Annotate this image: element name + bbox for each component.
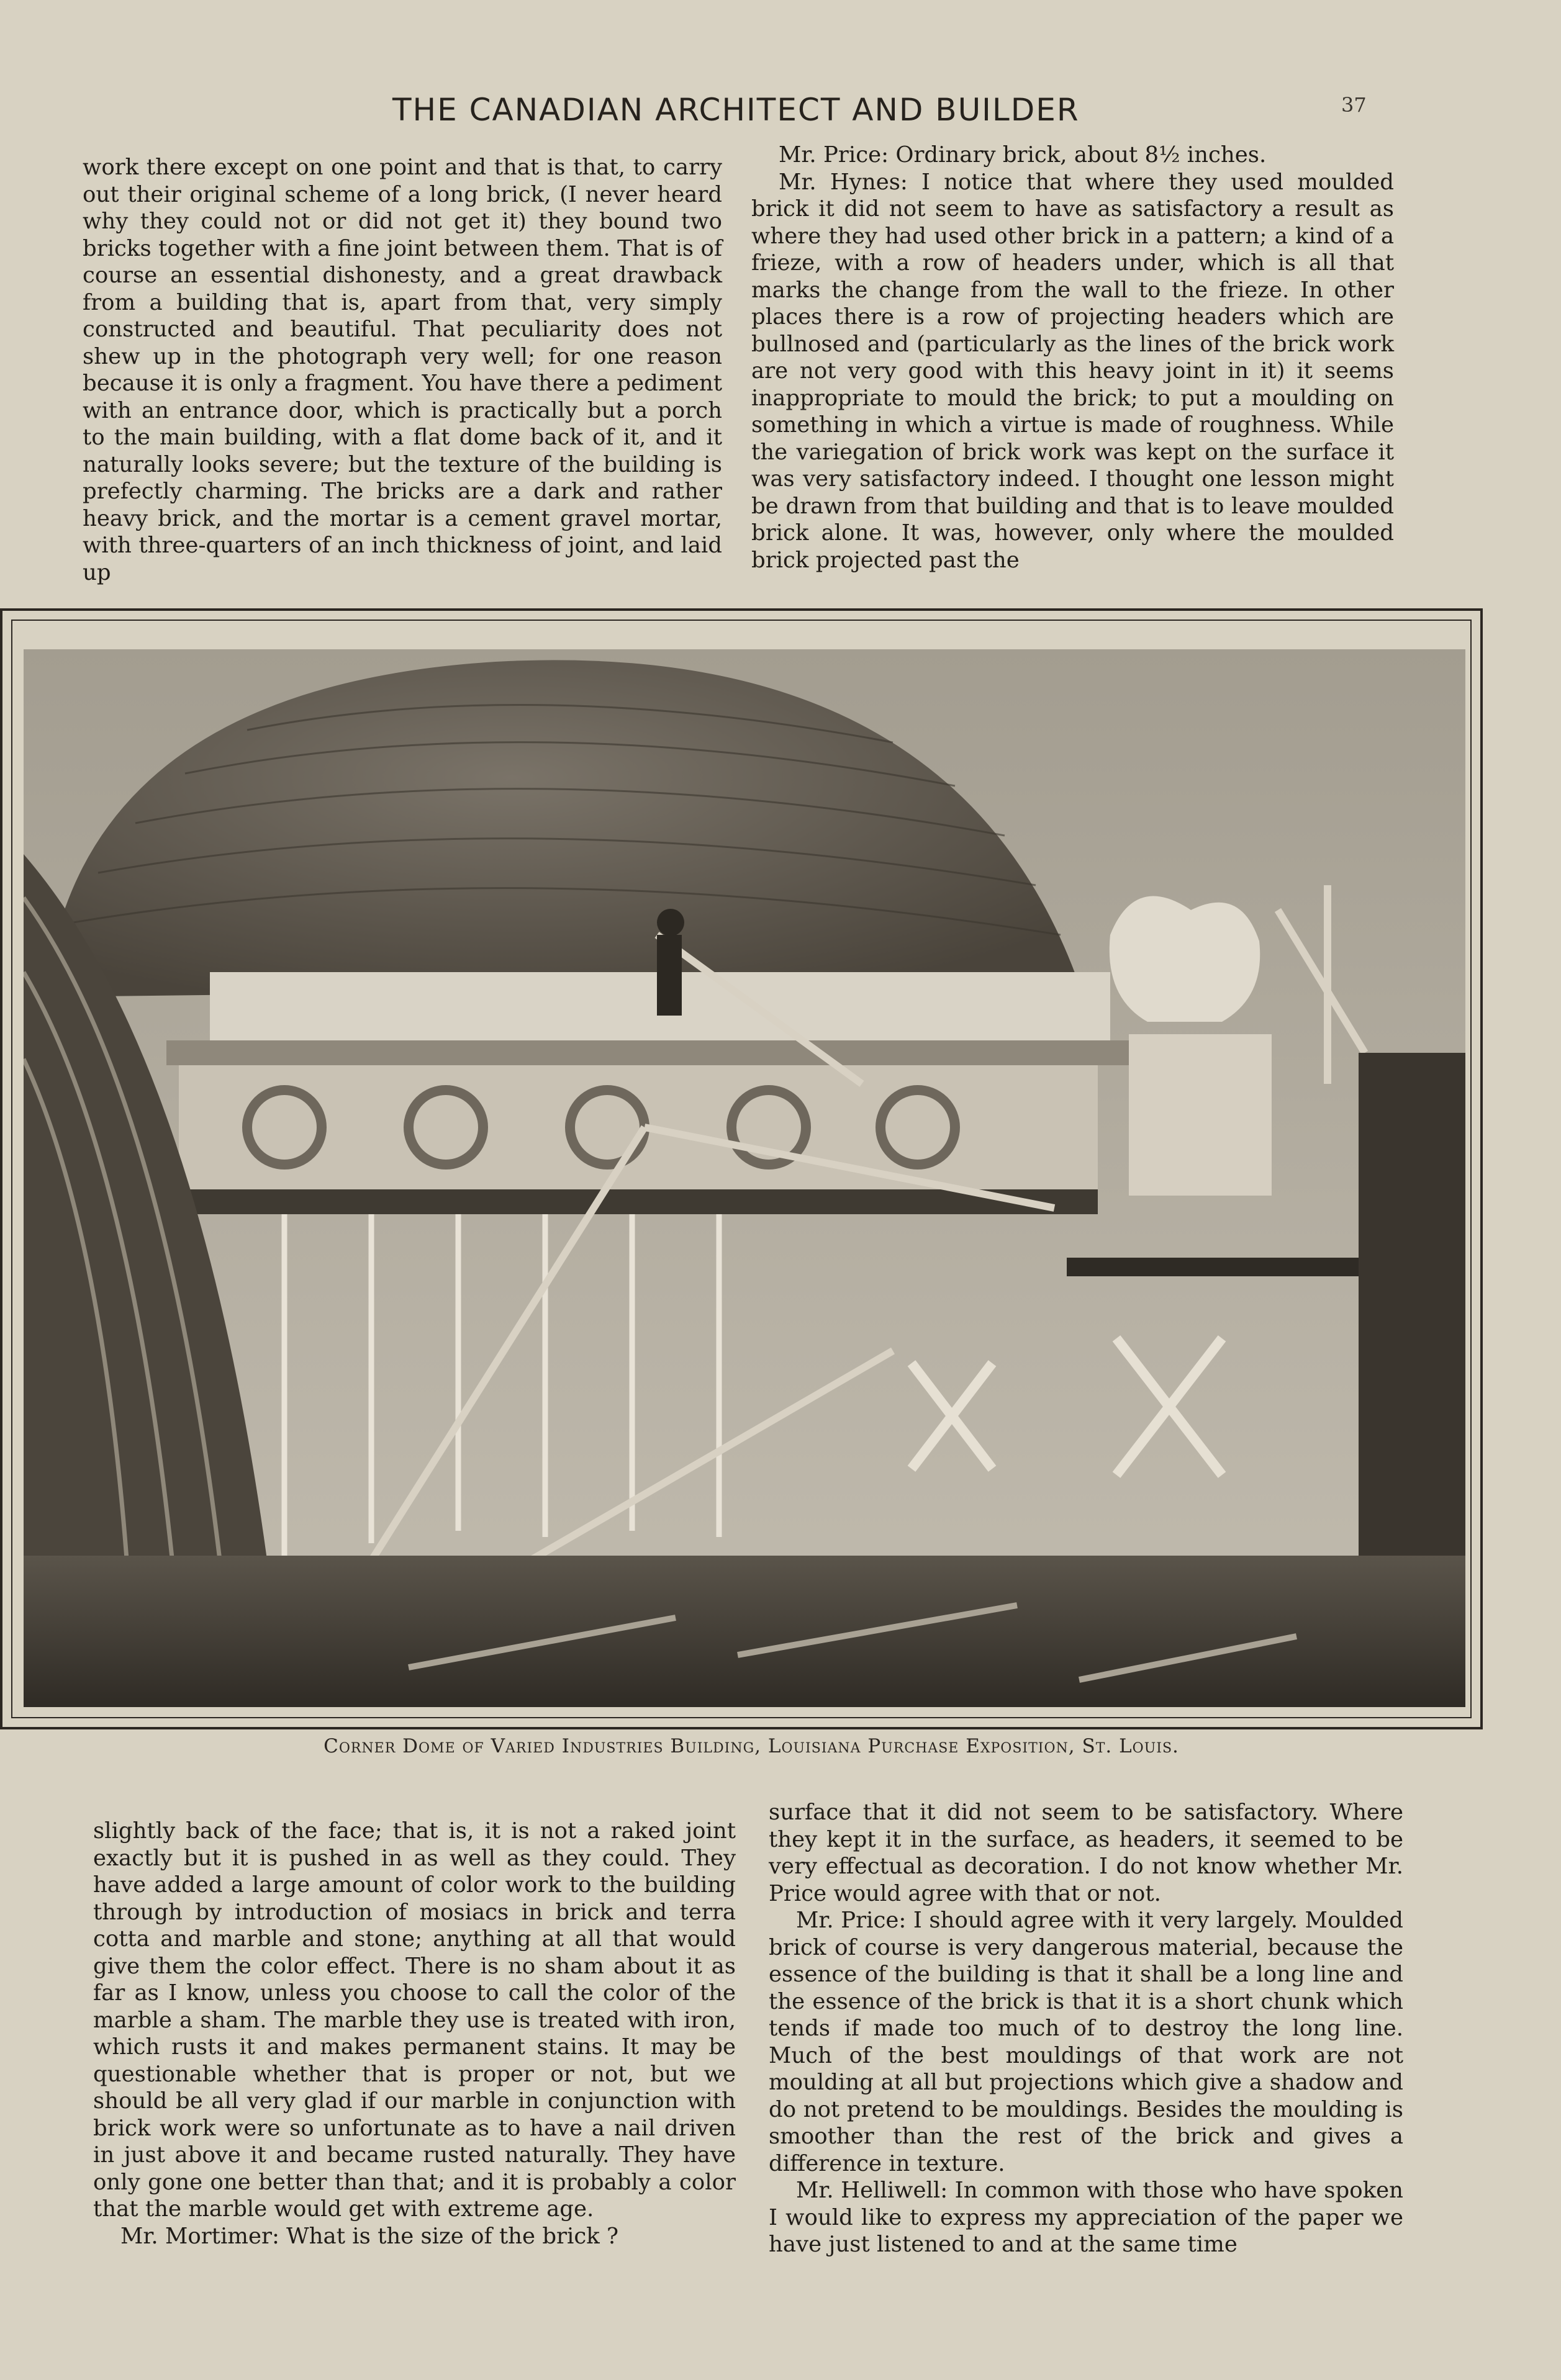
figure-caption [261, 1735, 1242, 1757]
paragraph: Mr. Price: Ordinary brick, about 8½ inches. [779, 142, 1267, 168]
running-title: THE CANADIAN ARCHITECT AND BUILDER [392, 92, 1080, 128]
page-number: 37 [1341, 93, 1367, 117]
dome-photograph [24, 649, 1465, 1707]
text-column-top-left [83, 154, 722, 586]
figure-caption-text: Corner Dome of Varied Industries Building, Louisiana Purchase Exposition, St. Louis. [324, 1735, 1179, 1757]
text-column-bottom-left [93, 1818, 736, 2250]
page-header [0, 92, 1561, 135]
paragraph: work there except on one point and that is that, to carry out their original scheme of a long brick, (I never heard why they could not or did not get it) they bound two bricks together with a fine joint between them. That is of course an essential dishonesty, and a great drawback from a building that is, apart from that, very simply constructed and beautiful. That peculiarity does not shew up in the photograph very well; for one reason because it is only a fragment. You have there a pediment with an entrance door, which is practically but a porch to the main building, with a flat dome back of it, and it naturally looks severe; but the texture of the building is prefectly charming. The bricks are a dark and rather heavy brick, and the mortar is a cement gravel mortar, with three-quarters of an inch thickness of joint, and laid up [83, 155, 722, 585]
paragraph: Mr. Price: I should agree with it very largely. Moulded brick of course is very dangerous material, because the essence of the building is that it shall be a long line and the essence of the brick is that it is a short chunk which tends if made too much of to destroy the long line. Much of the best mouldings of that work are not moulding at all but projections which give a shadow and do not pretend to be mouldings. Besides the moulding is smoother than the rest of the brick and gives a difference in texture. [769, 1908, 1403, 2176]
paragraph: slightly back of the face; that is, it is not a raked joint exactly but it is pushed in as well as they could. They have added a large amount of color work to the building through by introduction of mosiacs in brick and terra cotta and marble and stone; anything at all that would give them the color effect. There is no sham about it as far as I know, unless you choose to call the color of the marble a sham. The marble they use is treated with iron, which rusts it and makes permanent stains. It may be questionable whether that is proper or not, but we should be all very glad if our marble in conjunction with brick work were so unfortunate as to have a nail driven in just above it and became rusted naturally. They have only gone one better than that; and it is probably a color that the marble would get with extreme age. [93, 1818, 736, 2222]
paragraph: Mr. Mortimer: What is the size of the brick ? [120, 2223, 619, 2249]
paragraph: Mr. Helliwell: In common with those who have spoken I would like to express my appreciation of the paper we have just listened to and at the same time [769, 2178, 1403, 2257]
paragraph: Mr. Hynes: I notice that where they used moulded brick it did not seem to have as satisfactory a result as where they had used other brick in a pattern; a kind of a frieze, with a row of headers under, which is all that marks the change from the wall to the frieze. In other places there is a row of projecting headers which are bullnosed and (particularly as the lines of the brick work are not very good with this heavy joint in it) it seems inappropriate to mould the brick; to put a moulding on something in which a virtue is made of roughness. While the variegation of brick work was kept on the surface it was very satisfactory indeed. I thought one lesson might be drawn from that building and that is to leave moulded brick alone. It was, however, only where the moulded brick projected past the [751, 169, 1394, 573]
dome-photograph-drawing [24, 649, 1465, 1707]
paragraph: surface that it did not seem to be satisfactory. Where they kept it in the surface, as headers, it seemed to be very effectual as decoration. I do not know whether Mr. Price would agree with that or not. [769, 1800, 1403, 1906]
text-column-top-right [751, 142, 1394, 574]
text-column-bottom-right [769, 1799, 1403, 2258]
